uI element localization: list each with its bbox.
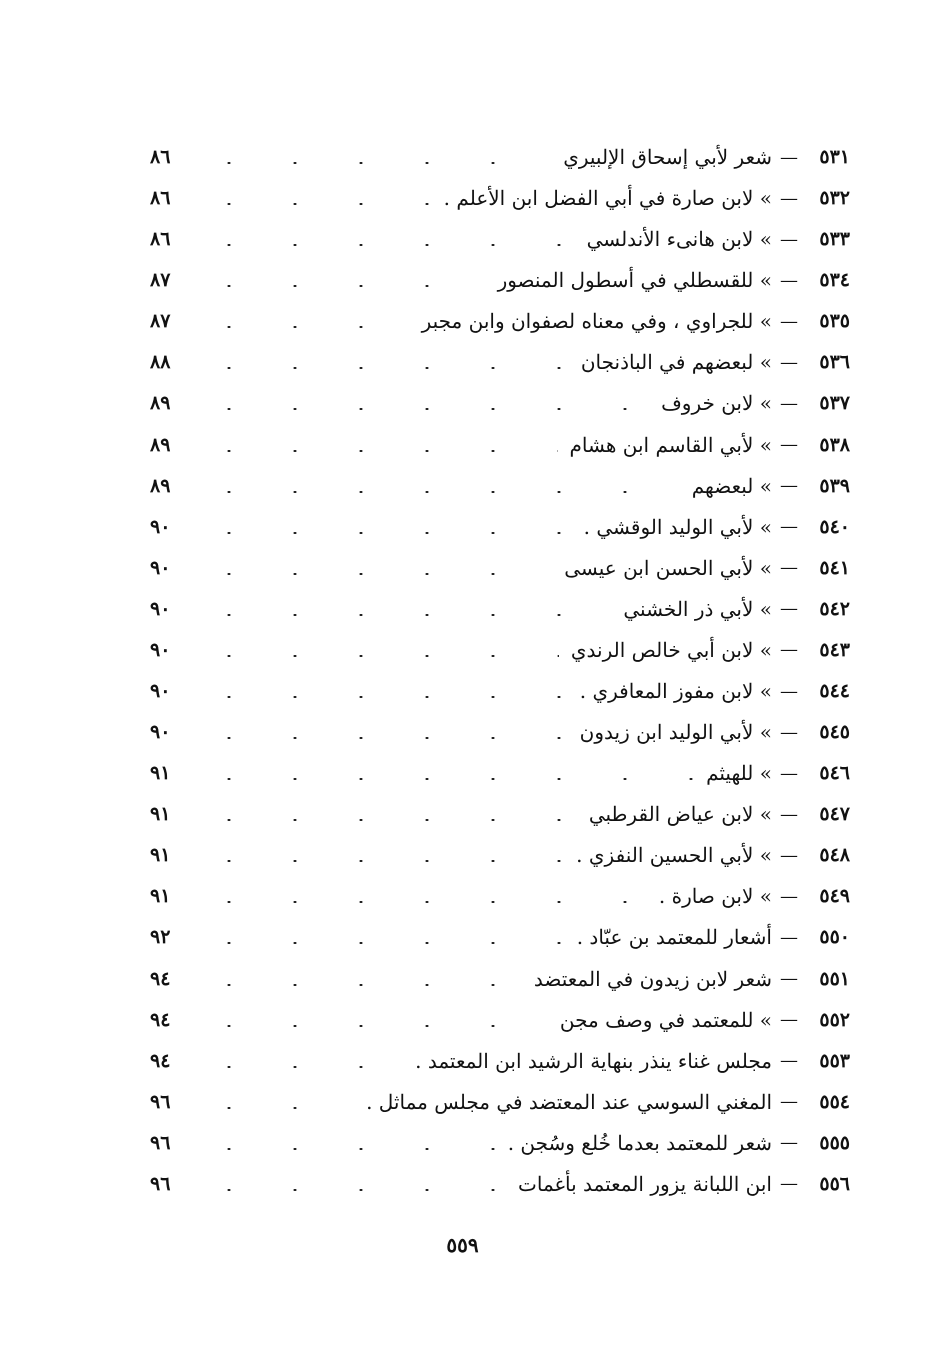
entry-dash: — (780, 639, 798, 661)
entry-number: ٥٤٠ (819, 515, 850, 538)
toc-entry (150, 672, 850, 710)
toc-entry (150, 220, 850, 258)
entry-page-number: ٩٤ (150, 1008, 171, 1031)
entry-number: ٥٣٥ (819, 310, 850, 333)
entry-title: أشعار للمعتمد بن عبّاد . (571, 925, 772, 949)
dot-leader (196, 244, 575, 246)
dot-leader (196, 285, 486, 287)
entry-number: ٥٤٥ (819, 721, 850, 744)
entry-number: ٥٣٢ (819, 187, 850, 210)
toc-entry (150, 877, 850, 915)
entry-page-number: ٩٠ (150, 680, 171, 703)
entry-page-number: ٨٩ (150, 474, 171, 497)
entry-dash: — (780, 1132, 798, 1154)
toc-entry (150, 795, 850, 833)
toc-entry (150, 426, 850, 464)
entry-number: ٥٤٧ (819, 803, 850, 826)
entry-title: » لأبي القاسم ابن هشام (564, 433, 772, 457)
toc-entry (150, 1083, 850, 1121)
entry-title: » لابن هانىء الأندلسي (581, 227, 772, 251)
entry-number: ٥٤٩ (819, 885, 850, 908)
toc-entry (150, 713, 850, 751)
dot-leader (196, 655, 559, 657)
entry-number: ٥٣٦ (819, 351, 850, 374)
toc-entry (150, 179, 850, 217)
entry-dash: — (780, 844, 798, 866)
toc-entry (150, 631, 850, 669)
entry-number: ٥٤٨ (819, 844, 850, 867)
entry-number: ٥٤٦ (819, 762, 850, 785)
dot-leader (196, 819, 577, 821)
table-of-contents (150, 138, 850, 1203)
entry-title: شعر لأبي إسحاق الإلبيري (557, 145, 772, 169)
entry-title: ابن اللبانة يزور المعتمد بأغمات (512, 1172, 772, 1196)
dot-leader (196, 778, 694, 780)
entry-title: » لابن مفوز المعافري . (574, 679, 772, 703)
entry-dash: — (780, 926, 798, 948)
entry-number: ٥٤٣ (819, 638, 850, 661)
entry-number: ٥٥٣ (819, 1049, 850, 1072)
entry-dash: — (780, 885, 798, 907)
dot-leader (196, 942, 565, 944)
entry-title: » لابن أبي خالص الرندي (565, 638, 772, 662)
entry-title: مجلس غناء ينذر بنهاية الرشيد ابن المعتمد . (409, 1049, 772, 1073)
toc-entry (150, 918, 850, 956)
toc-entry (150, 1124, 850, 1162)
entry-page-number: ٨٦ (150, 187, 171, 210)
dot-leader (196, 162, 551, 164)
entry-number: ٥٥١ (819, 967, 850, 990)
dot-leader (196, 1025, 548, 1027)
entry-title: » لبعضهم في الباذنجان (575, 350, 772, 374)
entry-dash: — (780, 1173, 798, 1195)
dot-leader (196, 326, 410, 328)
dot-leader (196, 450, 558, 452)
entry-title: » لأبي الحسين النفزي . (570, 843, 772, 867)
entry-title: » لابن صارة في أبي الفضل ابن الأعلم . (438, 186, 772, 210)
entry-page-number: ٨٩ (150, 392, 171, 415)
dot-leader (196, 901, 647, 903)
toc-entry (150, 138, 850, 176)
entry-number: ٥٤٢ (819, 597, 850, 620)
entry-page-number: ٩٤ (150, 1049, 171, 1072)
entry-number: ٥٥٤ (819, 1090, 850, 1113)
dot-leader (196, 1148, 496, 1150)
entry-title: » للجراوي ، وفي معناه لصفوان وابن مجبر (416, 309, 772, 333)
entry-dash: — (780, 434, 798, 456)
entry-page-number: ٩٦ (150, 1090, 171, 1113)
entry-number: ٥٣١ (819, 146, 850, 168)
entry-page-number: ٩٠ (150, 556, 171, 579)
entry-title: » لأبي الوليد ابن زيدون (574, 720, 772, 744)
toc-entry (150, 384, 850, 422)
entry-number: ٥٥٠ (819, 926, 850, 949)
toc-entry (150, 836, 850, 874)
dot-leader (196, 696, 568, 698)
dot-leader (196, 860, 564, 862)
entry-dash: — (780, 721, 798, 743)
toc-entry (150, 754, 850, 792)
entry-dash: — (780, 187, 798, 209)
dot-leader (196, 573, 552, 575)
dot-leader (196, 203, 432, 205)
toc-entry (150, 590, 850, 628)
entry-number: ٥٥٦ (819, 1172, 850, 1195)
entry-dash: — (780, 310, 798, 332)
entry-dash: — (780, 968, 798, 990)
entry-number: ٥٣٣ (819, 228, 850, 251)
entry-dash: — (780, 392, 798, 414)
entry-number: ٥٥٢ (819, 1008, 850, 1031)
toc-entry (150, 1001, 850, 1039)
page-number: ٥٥٩ (446, 1233, 479, 1257)
entry-page-number: ٨٦ (150, 146, 171, 168)
entry-page-number: ٩٦ (150, 1131, 171, 1154)
entry-dash: — (780, 475, 798, 497)
entry-dash: — (780, 351, 798, 373)
entry-dash: — (780, 146, 798, 168)
entry-title: » لابن عياض القرطبي (583, 802, 772, 826)
entry-dash: — (780, 269, 798, 291)
entry-number: ٥٣٩ (819, 474, 850, 497)
entry-dash: — (780, 1009, 798, 1031)
entry-dash: — (780, 598, 798, 620)
toc-entry (150, 343, 850, 381)
entry-number: ٥٣٨ (819, 433, 850, 456)
entry-dash: — (780, 557, 798, 579)
dot-leader (196, 491, 680, 493)
dot-leader (196, 532, 572, 534)
entry-dash: — (780, 680, 798, 702)
entry-page-number: ٩٠ (150, 721, 171, 744)
entry-title: المغني السوسي عند المعتضد في مجلس مماثل . (360, 1090, 772, 1114)
toc-entry (150, 467, 850, 505)
entry-page-number: ٩١ (150, 844, 171, 867)
toc-entry (150, 302, 850, 340)
entry-number: ٥٥٥ (819, 1131, 850, 1154)
entry-number: ٥٣٧ (819, 392, 850, 415)
entry-dash: — (780, 516, 798, 538)
entry-title: » لأبي الحسن ابن عيسى (558, 556, 772, 580)
entry-page-number: ٩٦ (150, 1172, 171, 1195)
entry-page-number: ٨٩ (150, 433, 171, 456)
entry-page-number: ٩١ (150, 803, 171, 826)
entry-title: » لابن خروف (655, 391, 772, 415)
entry-page-number: ٩٢ (150, 926, 171, 949)
entry-page-number: ٨٧ (150, 269, 171, 292)
entry-page-number: ٩٠ (150, 597, 171, 620)
toc-entry (150, 549, 850, 587)
entry-page-number: ٩٠ (150, 638, 171, 661)
dot-leader (196, 737, 568, 739)
entry-page-number: ٨٨ (150, 351, 171, 374)
entry-title: » للمعتمد في وصف مجن (554, 1008, 772, 1032)
entry-number: ٥٤١ (819, 556, 850, 579)
entry-page-number: ٩٤ (150, 967, 171, 990)
dot-leader (196, 1189, 506, 1191)
entry-page-number: ٨٦ (150, 228, 171, 251)
entry-title: » للقسطلي في أسطول المنصور (492, 268, 772, 292)
toc-entry (150, 1042, 850, 1080)
dot-leader (196, 1107, 354, 1109)
dot-leader (196, 408, 649, 410)
entry-title: » للهيثم (700, 761, 772, 785)
toc-entry (150, 960, 850, 998)
entry-number: ٥٤٤ (819, 680, 850, 703)
toc-entry (150, 508, 850, 546)
entry-title: » لأبي الوليد الوقشي . (578, 515, 772, 539)
entry-dash: — (780, 803, 798, 825)
entry-dash: — (780, 228, 798, 250)
entry-title: » لبعضهم (686, 474, 772, 498)
entry-dash: — (780, 762, 798, 784)
entry-dash: — (780, 1050, 798, 1072)
toc-entry (150, 261, 850, 299)
entry-page-number: ٩١ (150, 762, 171, 785)
entry-number: ٥٣٤ (819, 269, 850, 292)
entry-title: شعر للمعتمد بعدما خُلع وسُجن . (502, 1131, 772, 1155)
entry-page-number: ٩٠ (150, 515, 171, 538)
toc-entry (150, 1165, 850, 1203)
entry-title: شعر لابن زيدون في المعتضد (528, 967, 772, 991)
dot-leader (196, 1066, 403, 1068)
dot-leader (196, 614, 611, 616)
entry-title: » لابن صارة . (653, 884, 772, 908)
entry-page-number: ٩١ (150, 885, 171, 908)
dot-leader (196, 984, 522, 986)
dot-leader (196, 367, 569, 369)
entry-page-number: ٨٧ (150, 310, 171, 333)
entry-title: » لأبي ذر الخشني (617, 597, 772, 621)
entry-dash: — (780, 1091, 798, 1113)
